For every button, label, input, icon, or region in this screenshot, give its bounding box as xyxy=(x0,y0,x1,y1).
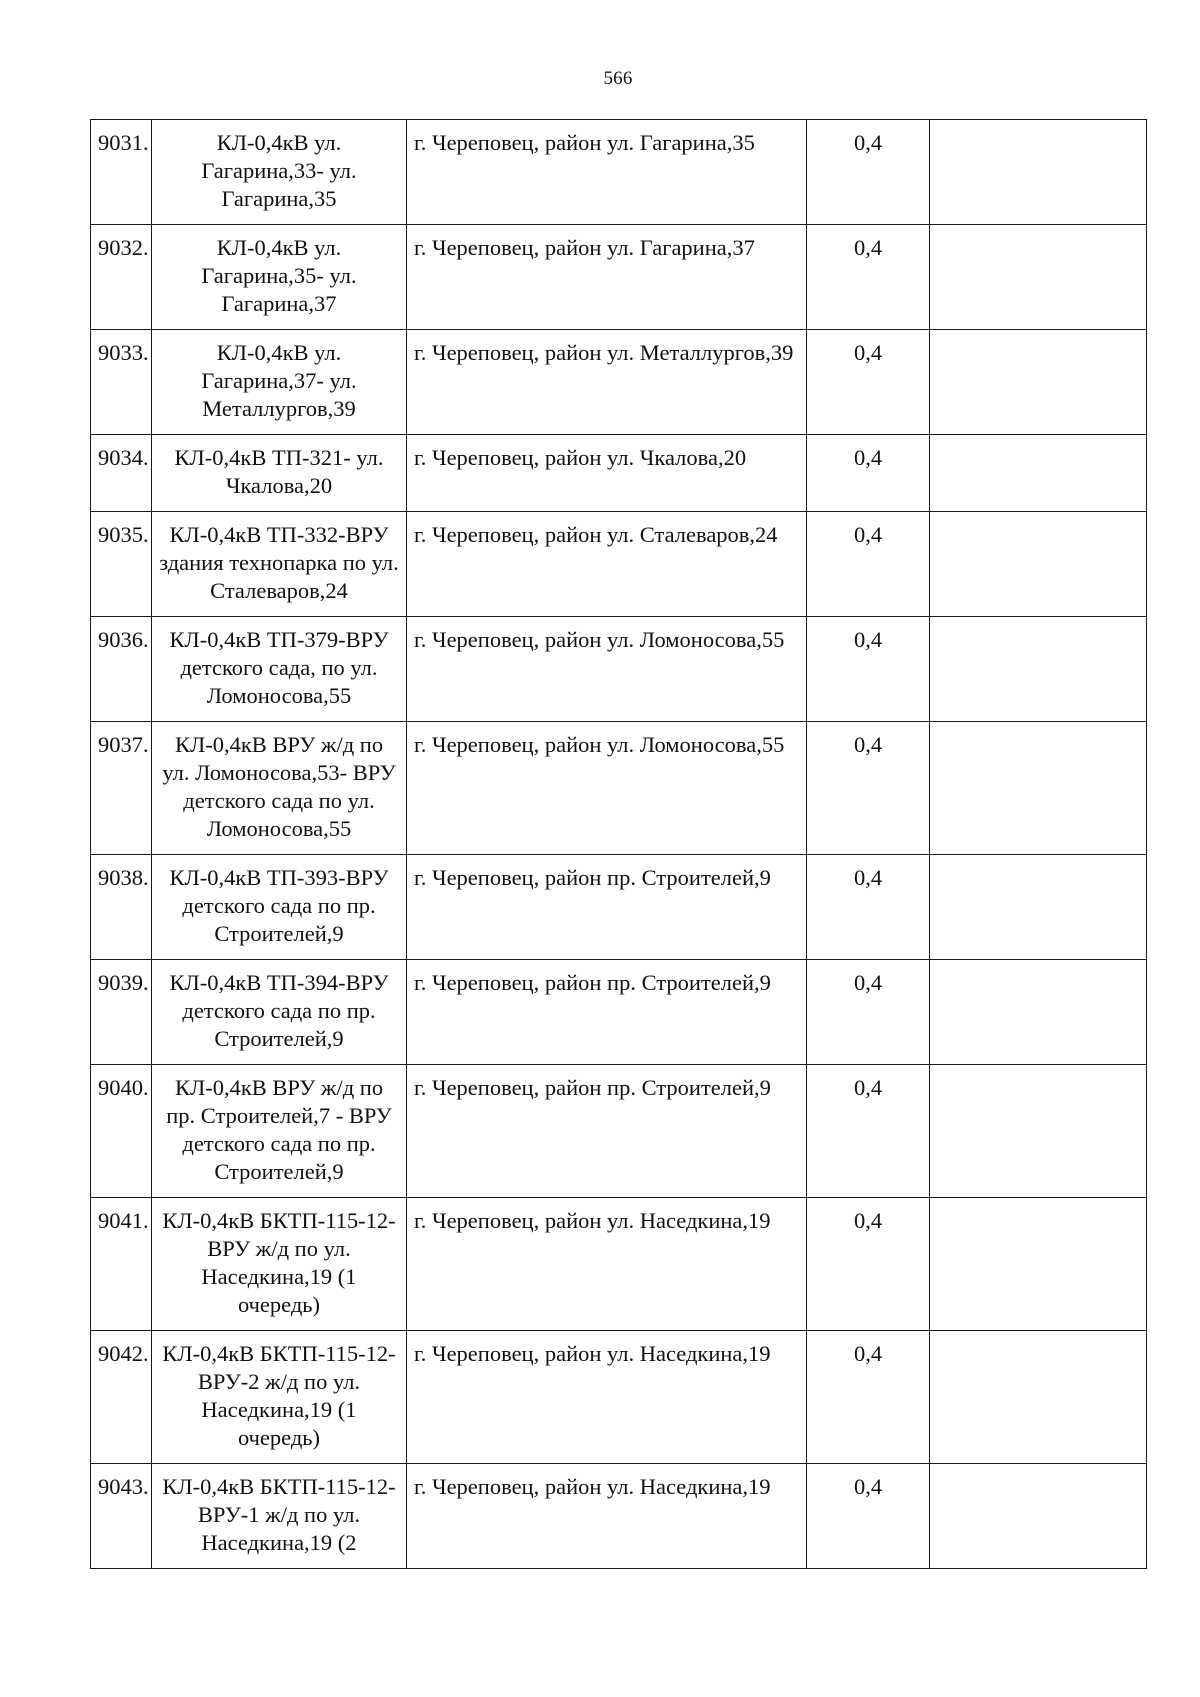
row-number: 9040. xyxy=(91,1065,152,1198)
extra-cell xyxy=(930,1331,1147,1464)
line-name: КЛ-0,4кВ ТП-321- ул. Чкалова,20 xyxy=(152,435,407,512)
extra-cell xyxy=(930,1065,1147,1198)
row-number: 9035. xyxy=(91,512,152,617)
extra-cell xyxy=(930,855,1147,960)
line-name: КЛ-0,4кВ ул. Гагарина,35- ул. Гагарина,37 xyxy=(152,225,407,330)
line-name: КЛ-0,4кВ БКТП-115-12-ВРУ ж/д по ул. Наседкина,19 (1 очередь) xyxy=(152,1198,407,1331)
line-name: КЛ-0,4кВ ТП-394-ВРУ детского сада по пр. Строителей,9 xyxy=(152,960,407,1065)
line-address: г. Череповец, район пр. Строителей,9 xyxy=(407,855,807,960)
table-row xyxy=(91,435,1147,512)
extra-cell xyxy=(930,722,1147,855)
line-voltage: 0,4 xyxy=(807,1331,930,1464)
line-address: г. Череповец, район ул. Наседкина,19 xyxy=(407,1331,807,1464)
line-voltage: 0,4 xyxy=(807,1065,930,1198)
line-voltage: 0,4 xyxy=(807,512,930,617)
row-number: 9043. xyxy=(91,1464,152,1569)
row-number: 9034. xyxy=(91,435,152,512)
extra-cell xyxy=(930,435,1147,512)
extra-cell xyxy=(930,225,1147,330)
table-row xyxy=(91,120,1147,225)
table-row xyxy=(91,330,1147,435)
table-row xyxy=(91,1464,1147,1569)
line-address: г. Череповец, район ул. Ломоносова,55 xyxy=(407,617,807,722)
line-address: г. Череповец, район пр. Строителей,9 xyxy=(407,1065,807,1198)
line-name: КЛ-0,4кВ ТП-379-ВРУ детского сада, по ул. Ломоносова,55 xyxy=(152,617,407,722)
line-name: КЛ-0,4кВ ул. Гагарина,37- ул. Металлургов,39 xyxy=(152,330,407,435)
row-number: 9037. xyxy=(91,722,152,855)
line-voltage: 0,4 xyxy=(807,1198,930,1331)
row-number: 9041. xyxy=(91,1198,152,1331)
table-row xyxy=(91,1331,1147,1464)
line-address: г. Череповец, район ул. Сталеваров,24 xyxy=(407,512,807,617)
table-row xyxy=(91,1198,1147,1331)
line-address: г. Череповец, район ул. Гагарина,35 xyxy=(407,120,807,225)
line-voltage: 0,4 xyxy=(807,1464,930,1569)
line-voltage: 0,4 xyxy=(807,722,930,855)
row-number: 9039. xyxy=(91,960,152,1065)
table-row xyxy=(91,225,1147,330)
line-voltage: 0,4 xyxy=(807,225,930,330)
line-name: КЛ-0,4кВ ТП-393-ВРУ детского сада по пр. Строителей,9 xyxy=(152,855,407,960)
line-name: КЛ-0,4кВ БКТП-115-12-ВРУ-2 ж/д по ул. Наседкина,19 (1 очередь) xyxy=(152,1331,407,1464)
row-number: 9033. xyxy=(91,330,152,435)
line-address: г. Череповец, район ул. Наседкина,19 xyxy=(407,1464,807,1569)
line-voltage: 0,4 xyxy=(807,435,930,512)
line-voltage: 0,4 xyxy=(807,960,930,1065)
table-row xyxy=(91,617,1147,722)
registry-table-body xyxy=(91,120,1147,1569)
row-number: 9042. xyxy=(91,1331,152,1464)
extra-cell xyxy=(930,1198,1147,1331)
row-number: 9038. xyxy=(91,855,152,960)
line-address: г. Череповец, район пр. Строителей,9 xyxy=(407,960,807,1065)
line-name: КЛ-0,4кВ БКТП-115-12-ВРУ-1 ж/д по ул. Наседкина,19 (2 xyxy=(152,1464,407,1569)
line-address: г. Череповец, район ул. Гагарина,37 xyxy=(407,225,807,330)
line-address: г. Череповец, район ул. Чкалова,20 xyxy=(407,435,807,512)
line-voltage: 0,4 xyxy=(807,330,930,435)
line-voltage: 0,4 xyxy=(807,120,930,225)
extra-cell xyxy=(930,120,1147,225)
extra-cell xyxy=(930,512,1147,617)
line-name: КЛ-0,4кВ ВРУ ж/д по ул. Ломоносова,53- ВРУ детского сада по ул. Ломоносова,55 xyxy=(152,722,407,855)
line-name: КЛ-0,4кВ ТП-332-ВРУ здания технопарка по ул. Сталеваров,24 xyxy=(152,512,407,617)
table-row xyxy=(91,855,1147,960)
line-address: г. Череповец, район ул. Металлургов,39 xyxy=(407,330,807,435)
extra-cell xyxy=(930,1464,1147,1569)
page-number: 566 xyxy=(603,68,633,89)
extra-cell xyxy=(930,330,1147,435)
row-number: 9032. xyxy=(91,225,152,330)
line-name: КЛ-0,4кВ ул. Гагарина,33- ул. Гагарина,35 xyxy=(152,120,407,225)
row-number: 9031. xyxy=(91,120,152,225)
line-voltage: 0,4 xyxy=(807,617,930,722)
line-address: г. Череповец, район ул. Наседкина,19 xyxy=(407,1198,807,1331)
extra-cell xyxy=(930,617,1147,722)
table-row xyxy=(91,722,1147,855)
table-row xyxy=(91,1065,1147,1198)
row-number: 9036. xyxy=(91,617,152,722)
line-voltage: 0,4 xyxy=(807,855,930,960)
extra-cell xyxy=(930,960,1147,1065)
registry-table xyxy=(90,119,1147,1569)
table-row xyxy=(91,960,1147,1065)
line-name: КЛ-0,4кВ ВРУ ж/д по пр. Строителей,7 - ВРУ детского сада по пр. Строителей,9 xyxy=(152,1065,407,1198)
line-address: г. Череповец, район ул. Ломоносова,55 xyxy=(407,722,807,855)
table-row xyxy=(91,512,1147,617)
